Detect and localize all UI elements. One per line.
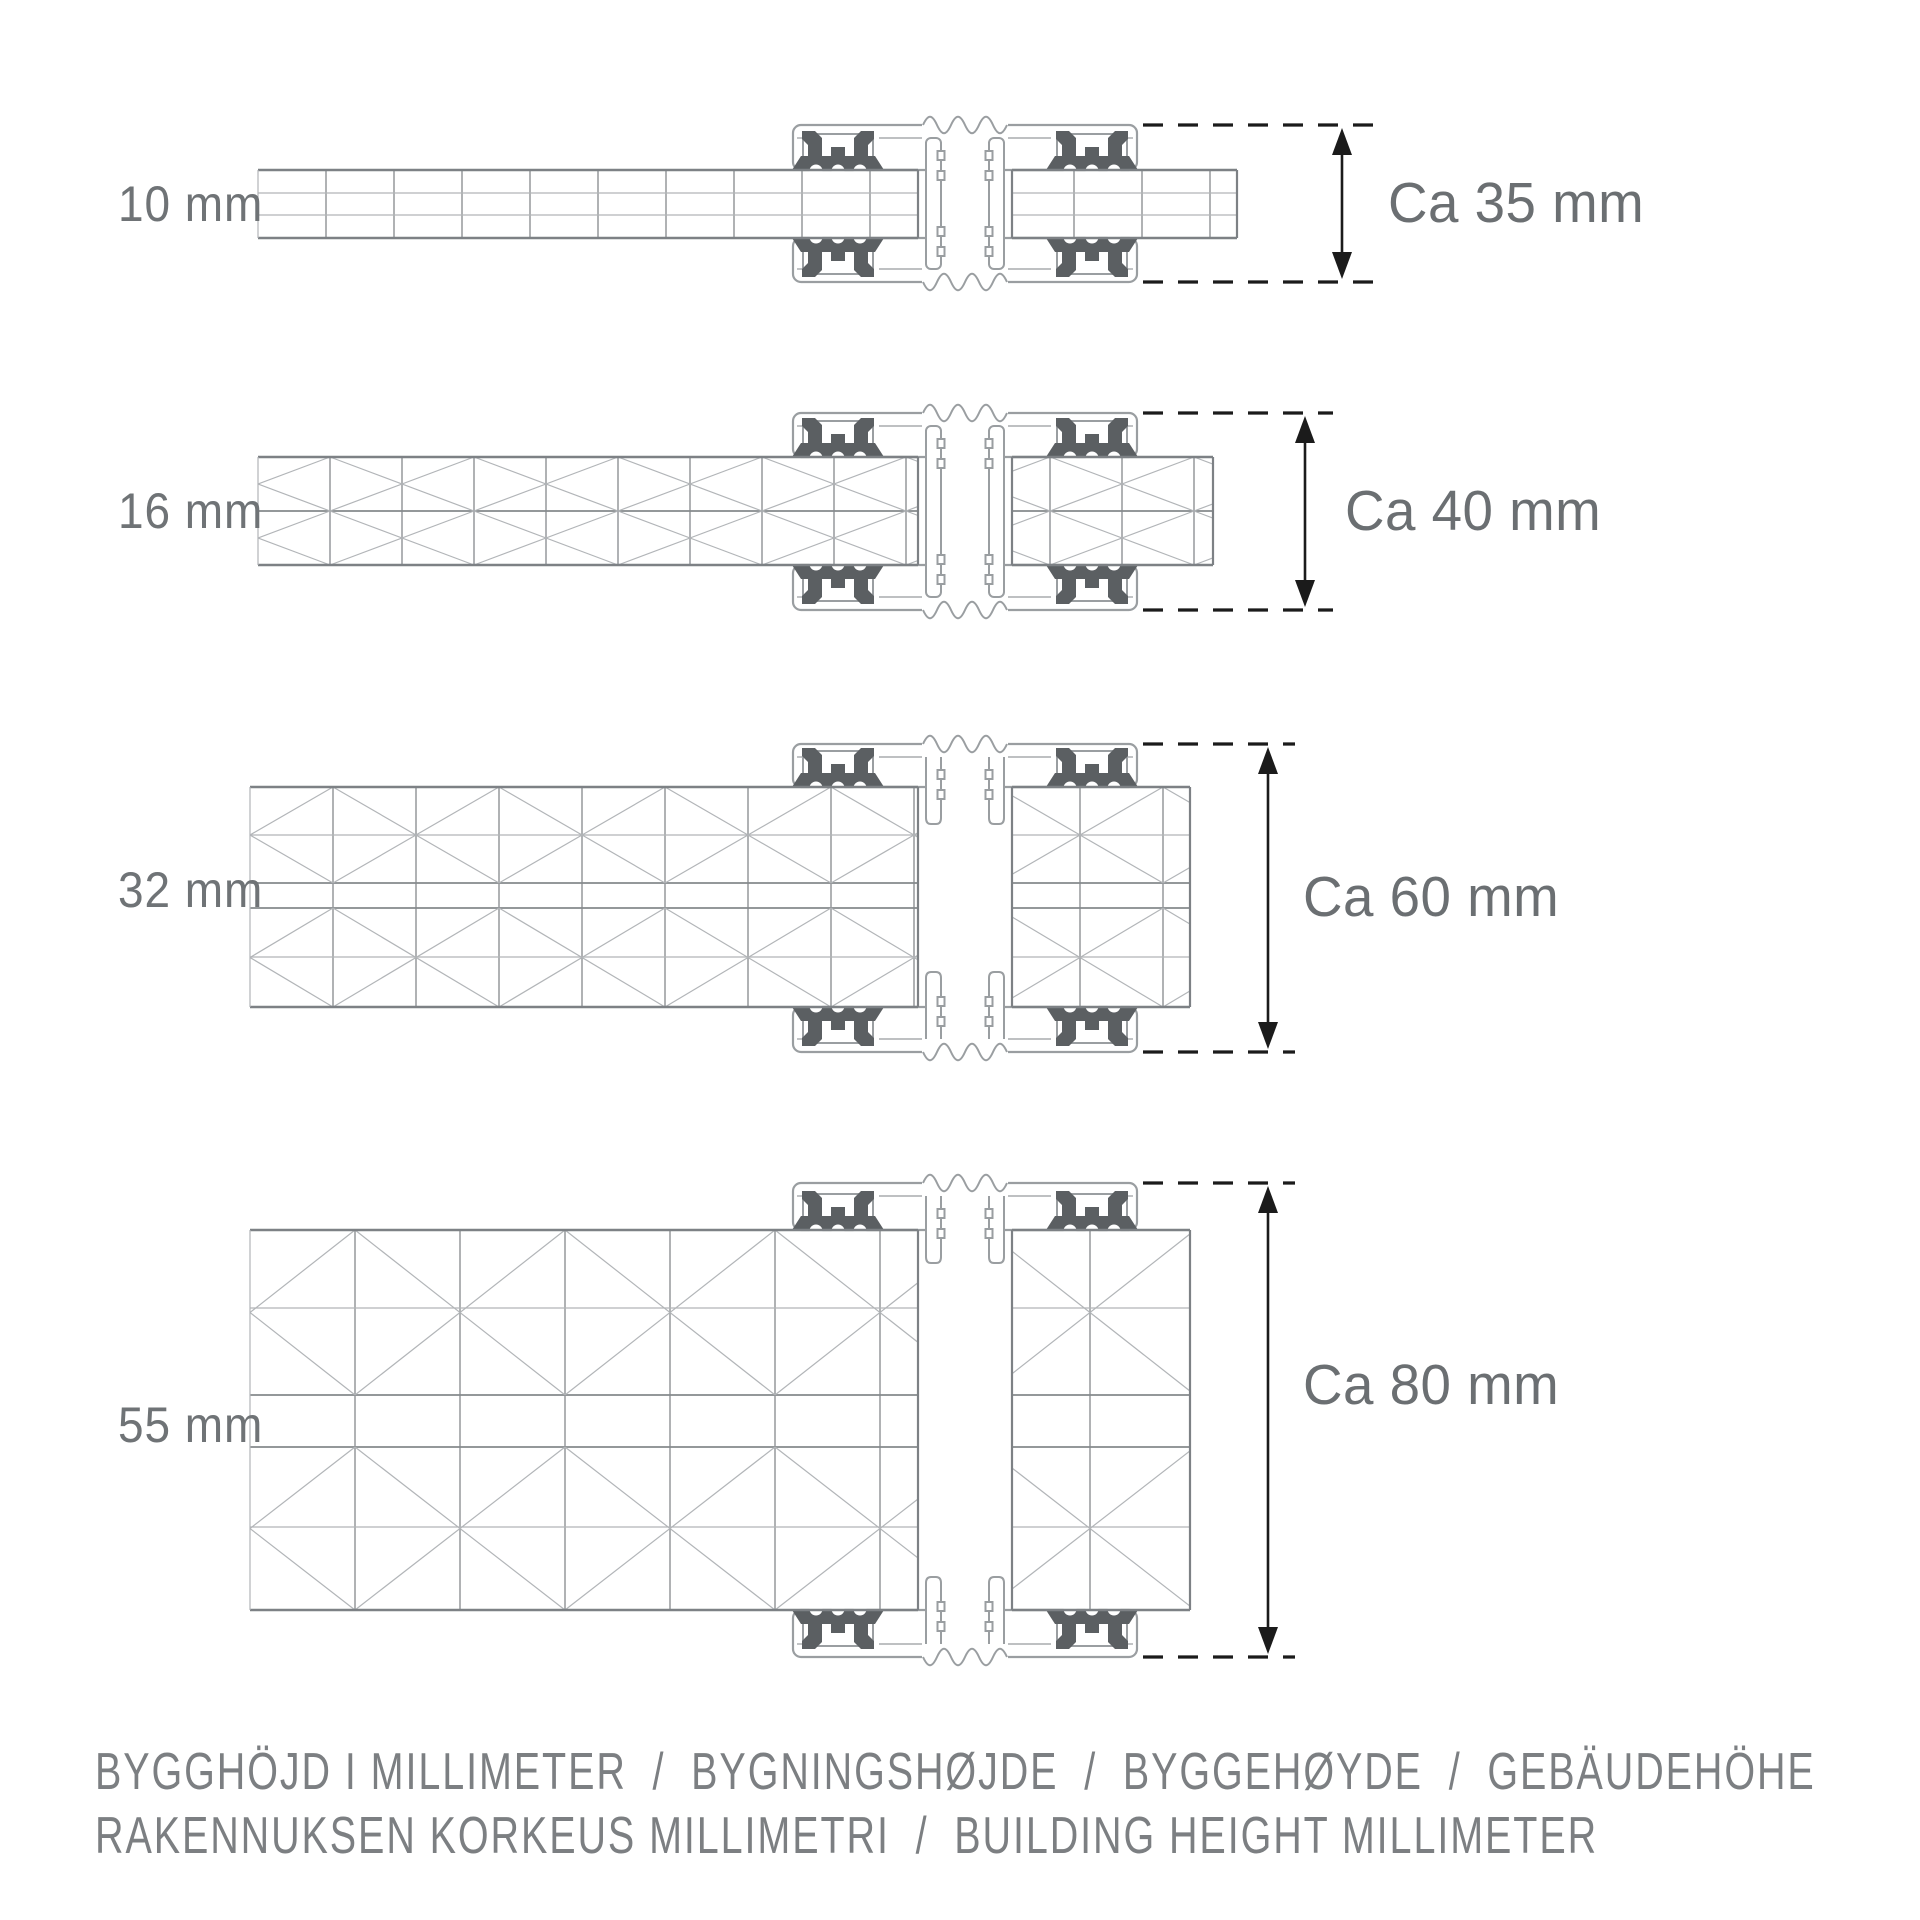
build-height-label-35mm: Ca 35 mm	[1388, 171, 1645, 235]
build-height-label-60mm: Ca 60 mm	[1303, 865, 1560, 929]
panel-thickness-label-10mm: 10 mm	[118, 176, 264, 232]
footer-caption-line2: RAKENNUKSEN KORKEUS MILLIMETRI / BUILDING HEIGHT MILLIMETER	[95, 1807, 1599, 1865]
panel-thickness-label-16mm: 16 mm	[118, 483, 264, 539]
footer-caption-line1: BYGGHÖJD I MILLIMETER / BYGNINGSHØJDE / BYGGEHØYDE / GEBÄUDEHÖHE	[95, 1743, 1816, 1801]
build-height-label-40mm: Ca 40 mm	[1345, 479, 1602, 543]
panel-thickness-label-32mm: 32 mm	[118, 862, 264, 918]
panel-thickness-label-55mm: 55 mm	[118, 1397, 264, 1453]
build-height-label-80mm: Ca 80 mm	[1303, 1353, 1560, 1417]
